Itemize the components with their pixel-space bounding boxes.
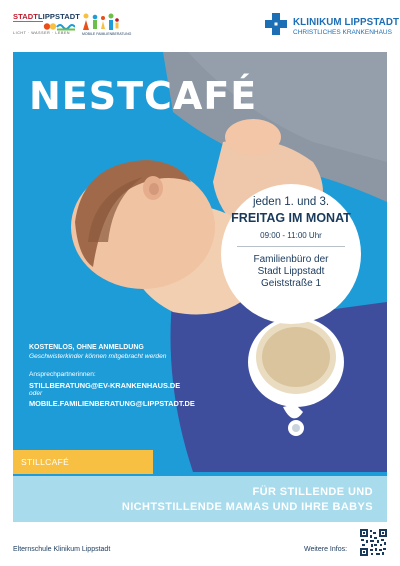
hospital-subtitle: CHRISTLICHES KRANKENHAUS (293, 29, 392, 36)
footer-more-info: Weitere Infos: (304, 546, 348, 553)
qr-code-icon[interactable] (360, 529, 387, 556)
stadt-lippstadt-logo (13, 12, 80, 38)
poster-title: NESTCAFÉ (29, 74, 258, 118)
email-stillberatung[interactable]: STILLBERATUNG@EV-KRANKENHAUS.DE (29, 381, 181, 390)
family-figures-icon (80, 12, 120, 32)
audience-line1: FÜR STILLENDE UND (252, 486, 373, 498)
schedule-line2: FREITAG IM MONAT (231, 211, 351, 225)
schedule-time: 09:00 - 11:00 Uhr (260, 231, 322, 240)
city-logo-name-part1: STADT (13, 12, 38, 21)
location-line1: Familienbüro der (253, 254, 329, 265)
stillcafe-label: STILLCAFÉ (21, 457, 70, 467)
location-line2: Stadt Lippstadt (257, 266, 325, 277)
footer-elternschule: Elternschule Klinikum Lippstadt (13, 546, 111, 553)
schedule-bubble (221, 184, 361, 324)
hospital-name: KLINIKUM LIPPSTADT (293, 17, 400, 28)
header (0, 0, 400, 48)
klinikum-lippstadt-logo (264, 12, 400, 40)
city-logo-rule (13, 21, 43, 22)
city-logo-tagline: LICHT · WASSER · LEBEN (13, 31, 71, 35)
stillcafe-banner (13, 450, 153, 474)
hero-photo-panel (13, 52, 387, 522)
city-logo-name-part2: LIPPSTADT (37, 12, 80, 21)
family-logo-text: MOBILE FAMILIENBERATUNG (82, 32, 132, 36)
schedule-divider (237, 246, 345, 247)
audience-banner (13, 476, 387, 522)
free-no-registration: KOSTENLOS, OHNE ANMELDUNG (29, 344, 144, 351)
audience-line2: NICHTSTILLENDE MAMAS UND IHRE BABYS (121, 501, 373, 513)
siblings-note: Geschwisterkinder können mitgebracht werden (29, 353, 167, 360)
contacts-label: Ansprechpartnerinnen: (29, 371, 96, 378)
email-familienberatung[interactable]: MOBILE.FAMILIENBERATUNG@LIPPSTADT.DE (29, 399, 195, 408)
medical-cross-icon (264, 12, 288, 36)
schedule-line1: jeden 1. und 3. (252, 196, 330, 208)
mobile-familienberatung-logo (80, 12, 132, 40)
city-logo-mark-icon (43, 22, 75, 31)
location-line3: Geiststraße 1 (260, 278, 322, 289)
or-label: oder (29, 390, 43, 397)
